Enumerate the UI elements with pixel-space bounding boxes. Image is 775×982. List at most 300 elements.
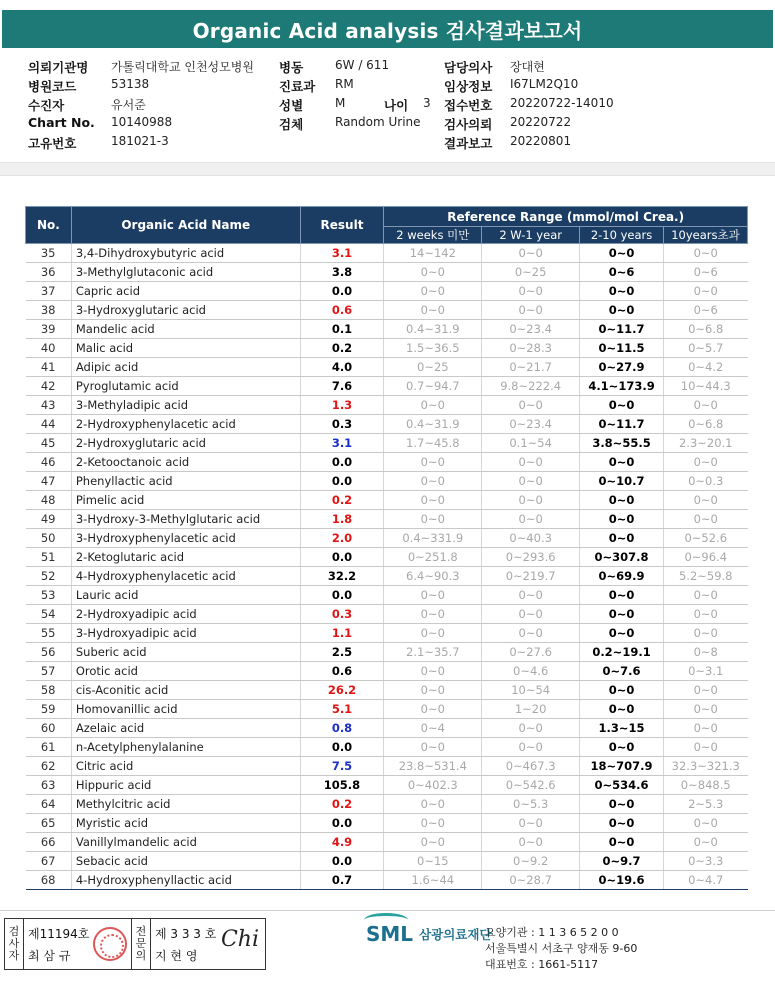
cell-result: 0.0 [300,586,384,605]
cell-range-10y-plus: 0~3.3 [663,852,747,871]
caption-char: 자 [8,949,20,962]
cell-range-2-10y: 0~0 [580,795,664,814]
table-row [26,548,748,567]
cell-acid-name: 2-Hydroxyphenylacetic acid [71,415,300,434]
cell-acid-name: 3,4-Dihydroxybutyric acid [71,244,300,263]
cell-result: 4.0 [300,358,384,377]
info-row [28,96,748,115]
cell-range-2w-1y: 0~27.6 [482,643,580,662]
cell-acid-name: Suberic acid [71,643,300,662]
cell-range-2w-1y: 0~25 [482,263,580,282]
cell-range-2weeks: 0~0 [384,662,482,681]
cell-no: 58 [26,681,72,700]
cell-range-10y-plus: 0~6.8 [663,320,747,339]
cell-range-2weeks: 0~15 [384,852,482,871]
cell-no: 48 [26,491,72,510]
cell-range-2-10y: 0~0 [580,510,664,529]
signature-box [4,918,266,970]
cell-result: 0.1 [300,320,384,339]
cell-range-2weeks: 0~0 [384,396,482,415]
cell-range-2-10y: 0~10.7 [580,472,664,491]
cell-range-2-10y: 0~0 [580,681,664,700]
cell-no: 46 [26,453,72,472]
cell-range-10y-plus: 0~3.1 [663,662,747,681]
cell-range-2weeks: 1.6~44 [384,871,482,890]
cell-acid-name: Methylcitric acid [71,795,300,814]
cell-range-2w-1y: 0~23.4 [482,320,580,339]
range-header: 2 weeks 미만 [384,227,482,244]
cell-range-2w-1y: 0~4.6 [482,662,580,681]
cell-range-2-10y: 0~0 [580,529,664,548]
cell-result: 0.6 [300,662,384,681]
table-row [26,567,748,586]
table-row [26,738,748,757]
logo-name: 삼광의료재단 [419,927,492,942]
contact-line: 서울특별시 서초구 양재동 9-60 [485,942,638,955]
cell-result: 0.0 [300,472,384,491]
cell-result: 3.1 [300,434,384,453]
table-row [26,624,748,643]
info-label: 접수번호 [444,98,493,113]
cell-range-2w-1y: 0~28.3 [482,339,580,358]
cell-range-2weeks: 0.4~331.9 [384,529,482,548]
examiner-cell [24,919,132,969]
cell-acid-name: n-Acetylphenylalanine [71,738,300,757]
cell-acid-name: Malic acid [71,339,300,358]
cell-range-2weeks: 0~251.8 [384,548,482,567]
cell-range-2-10y: 18~707.9 [580,757,664,776]
cell-acid-name: Azelaic acid [71,719,300,738]
cell-range-2weeks: 0~0 [384,301,482,320]
cell-range-2w-1y: 0~0 [482,586,580,605]
patient-info [28,58,748,153]
table-row [26,510,748,529]
range-header: 10years초과 [663,227,747,244]
range-header: 2-10 years [580,227,664,244]
cell-range-10y-plus: 0~0 [663,491,747,510]
caption-char: 전 [135,925,147,938]
cell-no: 64 [26,795,72,814]
cell-result: 0.6 [300,301,384,320]
cell-range-2-10y: 0~0 [580,396,664,415]
cell-range-2-10y: 0~27.9 [580,358,664,377]
cell-range-2w-1y: 0~542.6 [482,776,580,795]
cell-range-2-10y: 0~0 [580,624,664,643]
cell-range-2w-1y: 0~23.4 [482,415,580,434]
cell-range-2w-1y: 0~0 [482,719,580,738]
table-row [26,377,748,396]
cell-range-2weeks: 0~0 [384,491,482,510]
cell-result: 2.0 [300,529,384,548]
info-label: 담당의사 [444,60,493,75]
info-label: 수진자 [28,98,65,113]
cell-result: 4.9 [300,833,384,852]
table-row [26,339,748,358]
cell-range-2w-1y: 0~0 [482,510,580,529]
cell-no: 44 [26,415,72,434]
cell-no: 57 [26,662,72,681]
sml-logo [366,922,492,946]
cell-range-2weeks: 14~142 [384,244,482,263]
cell-acid-name: 4-Hydroxyphenylacetic acid [71,567,300,586]
cell-range-2weeks: 0~4 [384,719,482,738]
cell-result: 0.7 [300,871,384,890]
cell-acid-name: Vanillylmandelic acid [71,833,300,852]
cell-range-2-10y: 0~0 [580,700,664,719]
cell-no: 52 [26,567,72,586]
results-table [25,206,748,890]
caption-char: 문 [135,937,147,950]
cell-result: 3.8 [300,263,384,282]
cell-acid-name: Orotic acid [71,662,300,681]
cell-no: 63 [26,776,72,795]
cell-range-10y-plus: 0~6.8 [663,415,747,434]
info-label: 임상정보 [444,79,493,94]
contact-line: 대표번호 : 1661-5117 [485,958,599,971]
seal-stamp-icon [93,927,127,961]
cell-acid-name: 4-Hydroxyphenyllactic acid [71,871,300,890]
cell-range-2w-1y: 0~0 [482,244,580,263]
cell-range-2weeks: 0.4~31.9 [384,415,482,434]
cell-range-2-10y: 0~0 [580,453,664,472]
info-value: Random Urine [335,115,421,129]
cell-range-10y-plus: 0~0 [663,282,747,301]
caption-char: 사 [8,937,20,950]
cell-range-2w-1y: 9.8~222.4 [482,377,580,396]
info-value: 유서준 [111,98,146,112]
cell-range-10y-plus: 0~0 [663,833,747,852]
cell-range-2weeks: 0.4~31.9 [384,320,482,339]
cell-acid-name: 3-Methyladipic acid [71,396,300,415]
cell-range-2w-1y: 0~0 [482,605,580,624]
table-row [26,472,748,491]
cell-no: 62 [26,757,72,776]
cell-range-2w-1y: 0~293.6 [482,548,580,567]
cell-no: 60 [26,719,72,738]
cell-result: 1.1 [300,624,384,643]
cell-range-2weeks: 0~0 [384,833,482,852]
cell-result: 7.5 [300,757,384,776]
cell-range-2-10y: 0~0 [580,738,664,757]
cell-range-2w-1y: 1~20 [482,700,580,719]
cell-acid-name: Phenyllactic acid [71,472,300,491]
cell-range-10y-plus: 0~0 [663,586,747,605]
info-value: 10140988 [111,115,173,129]
cell-result: 0.3 [300,605,384,624]
cell-range-2w-1y: 0~219.7 [482,567,580,586]
cell-range-10y-plus: 0~0 [663,624,747,643]
cell-range-2weeks: 0~0 [384,453,482,472]
cell-acid-name: Capric acid [71,282,300,301]
cell-result: 7.6 [300,377,384,396]
cell-result: 0.0 [300,548,384,567]
specialist-caption [132,919,151,969]
cell-range-2weeks: 0~0 [384,605,482,624]
cell-range-2w-1y: 0~0 [482,814,580,833]
table-row [26,871,748,890]
cell-result: 0.2 [300,491,384,510]
age-value: 3 [423,96,431,110]
cell-no: 56 [26,643,72,662]
cell-range-2w-1y: 0~0 [482,738,580,757]
cell-range-10y-plus: 0~0 [663,244,747,263]
cell-range-2weeks: 0~0 [384,263,482,282]
table-row [26,244,748,263]
cell-no: 40 [26,339,72,358]
cell-range-2-10y: 1.3~15 [580,719,664,738]
cell-acid-name: 3-Hydroxyadipic acid [71,624,300,643]
cell-no: 35 [26,244,72,263]
info-row [28,134,748,153]
examiner-name: 최 삼 규 [28,948,71,963]
cell-no: 42 [26,377,72,396]
table-row [26,795,748,814]
examiner-caption [5,919,24,969]
cell-no: 61 [26,738,72,757]
cell-acid-name: cis-Aconitic acid [71,681,300,700]
cell-no: 66 [26,833,72,852]
table-row [26,852,748,871]
cell-no: 51 [26,548,72,567]
cell-result: 0.2 [300,795,384,814]
cell-range-2w-1y: 10~54 [482,681,580,700]
cell-range-2weeks: 23.8~531.4 [384,757,482,776]
cell-acid-name: 2-Hydroxyglutaric acid [71,434,300,453]
cell-acid-name: Sebacic acid [71,852,300,871]
cell-range-2-10y: 0~0 [580,301,664,320]
cell-range-10y-plus: 0~0 [663,738,747,757]
cell-no: 39 [26,320,72,339]
cell-range-10y-plus: 0~0 [663,700,747,719]
col-header-no: No. [26,207,72,244]
cell-range-2-10y: 3.8~55.5 [580,434,664,453]
cell-result: 0.0 [300,453,384,472]
cell-range-2weeks: 0.7~94.7 [384,377,482,396]
cell-range-2-10y: 0~19.6 [580,871,664,890]
contact-line: 요양기관 : 1 1 3 6 5 2 0 0 [485,926,619,939]
cell-result: 0.0 [300,814,384,833]
cell-acid-name: Myristic acid [71,814,300,833]
cell-range-2weeks: 0~0 [384,738,482,757]
cell-range-2-10y: 0~0 [580,244,664,263]
specialist-cell [151,919,265,969]
table-row [26,396,748,415]
cell-range-2w-1y: 0~0 [482,282,580,301]
info-label: Chart No. [28,115,95,130]
col-header-reference: Reference Range (mmol/mol Crea.) [384,207,748,227]
cell-range-2-10y: 4.1~173.9 [580,377,664,396]
cell-no: 67 [26,852,72,871]
cell-range-2-10y: 0~9.7 [580,852,664,871]
cell-range-10y-plus: 0~0.3 [663,472,747,491]
cell-acid-name: 3-Hydroxyphenylacetic acid [71,529,300,548]
table-row [26,700,748,719]
cell-range-10y-plus: 2.3~20.1 [663,434,747,453]
cell-range-2weeks: 0~0 [384,700,482,719]
cell-range-10y-plus: 0~96.4 [663,548,747,567]
cell-range-2-10y: 0~0 [580,833,664,852]
info-value: 가톨릭대학교 인천성모병원 [111,60,254,74]
cell-range-2-10y: 0~307.8 [580,548,664,567]
table-row [26,757,748,776]
table-row [26,415,748,434]
info-label: 진료과 [279,79,316,94]
cell-range-2weeks: 0~0 [384,586,482,605]
cell-range-2w-1y: 0.1~54 [482,434,580,453]
cell-range-2w-1y: 0~21.7 [482,358,580,377]
cell-no: 47 [26,472,72,491]
table-row [26,320,748,339]
footer-divider [0,910,775,911]
logo-arc-icon [364,913,408,927]
cell-range-10y-plus: 0~6 [663,301,747,320]
cell-no: 50 [26,529,72,548]
cell-no: 41 [26,358,72,377]
info-value: 20220722-14010 [510,96,614,110]
cell-acid-name: 2-Ketoglutaric acid [71,548,300,567]
report-title: Organic Acid analysis 검사결과보고서 [2,10,773,48]
info-label: 의뢰기관명 [28,60,89,75]
cell-range-10y-plus: 0~0 [663,510,747,529]
caption-char: 검 [8,925,20,938]
cell-no: 68 [26,871,72,890]
info-label: 검사의뢰 [444,117,493,132]
cell-result: 0.8 [300,719,384,738]
cell-range-10y-plus: 0~4.7 [663,871,747,890]
table-row [26,491,748,510]
cell-range-10y-plus: 0~8 [663,643,747,662]
cell-range-2-10y: 0~11.5 [580,339,664,358]
info-row [28,58,748,77]
cell-range-2weeks: 0~0 [384,795,482,814]
info-value: M [335,96,346,110]
cell-range-2w-1y: 0~0 [482,833,580,852]
cell-range-10y-plus: 2~5.3 [663,795,747,814]
cell-range-2-10y: 0~0 [580,282,664,301]
info-label: 병동 [279,60,304,75]
info-value: 181021-3 [111,134,169,148]
table-row [26,282,748,301]
info-value: RM [335,77,354,91]
cell-range-2-10y: 0~11.7 [580,320,664,339]
caption-char: 의 [135,949,147,962]
cell-no: 54 [26,605,72,624]
table-row [26,453,748,472]
cell-acid-name: Adipic acid [71,358,300,377]
cell-result: 2.5 [300,643,384,662]
cell-range-2-10y: 0~6 [580,263,664,282]
info-value: 6W / 611 [335,58,390,72]
cell-range-10y-plus: 0~0 [663,396,747,415]
info-label: 결과보고 [444,136,493,151]
table-row [26,358,748,377]
cell-range-2w-1y: 0~0 [482,453,580,472]
cell-no: 65 [26,814,72,833]
cell-range-10y-plus: 32.3~321.3 [663,757,747,776]
logo-mark-text: SML [366,922,414,946]
table-row [26,529,748,548]
table-row [26,814,748,833]
cell-no: 37 [26,282,72,301]
specialist-name: 지 현 영 [155,948,198,963]
table-row [26,643,748,662]
cell-range-10y-plus: 0~5.7 [663,339,747,358]
contact-info [485,925,637,973]
cell-acid-name: Pimelic acid [71,491,300,510]
info-value: I67LM2Q10 [510,77,579,91]
cell-range-2w-1y: 0~9.2 [482,852,580,871]
cell-no: 49 [26,510,72,529]
cell-range-2w-1y: 0~0 [482,472,580,491]
cell-range-2-10y: 0~534.6 [580,776,664,795]
info-value: 20220722 [510,115,572,129]
cell-acid-name: 2-Ketooctanoic acid [71,453,300,472]
cell-range-2weeks: 0~25 [384,358,482,377]
cell-no: 59 [26,700,72,719]
cell-acid-name: Mandelic acid [71,320,300,339]
info-value: 장대현 [510,60,545,74]
cell-range-2w-1y: 0~0 [482,624,580,643]
cell-range-2-10y: 0~11.7 [580,415,664,434]
cell-range-10y-plus: 10~44.3 [663,377,747,396]
info-label: 성별 [279,98,304,113]
cell-range-2-10y: 0~0 [580,491,664,510]
cell-range-2weeks: 0~0 [384,510,482,529]
cell-range-2-10y: 0~0 [580,586,664,605]
info-value: 53138 [111,77,150,91]
cell-range-2-10y: 0.2~19.1 [580,643,664,662]
cell-range-10y-plus: 0~848.5 [663,776,747,795]
specialist-license: 제 3 3 3 호 [155,926,217,941]
info-label: 고유번호 [28,136,77,151]
cell-acid-name: Lauric acid [71,586,300,605]
section-divider [0,162,775,176]
cell-acid-name: 3-Hydroxy-3-Methylglutaric acid [71,510,300,529]
cell-range-10y-plus: 0~4.2 [663,358,747,377]
cell-no: 38 [26,301,72,320]
table-row [26,263,748,282]
cell-range-10y-plus: 0~0 [663,453,747,472]
cell-range-10y-plus: 0~6 [663,263,747,282]
cell-range-2weeks: 0~0 [384,472,482,491]
cell-range-2weeks: 0~0 [384,624,482,643]
cell-result: 26.2 [300,681,384,700]
info-label: 병원코드 [28,79,77,94]
cell-range-10y-plus: 0~0 [663,681,747,700]
cell-acid-name: 3-Methylglutaconic acid [71,263,300,282]
cell-range-2w-1y: 0~5.3 [482,795,580,814]
cell-range-2weeks: 2.1~35.7 [384,643,482,662]
logo-mark [366,922,413,946]
cell-result: 0.3 [300,415,384,434]
cell-no: 45 [26,434,72,453]
table-row [26,605,748,624]
table-row [26,681,748,700]
info-label: 검체 [279,117,304,132]
cell-result: 0.0 [300,282,384,301]
cell-range-10y-plus: 0~0 [663,719,747,738]
cell-result: 5.1 [300,700,384,719]
cell-acid-name: 3-Hydroxyglutaric acid [71,301,300,320]
signature: Chi [220,927,259,952]
cell-range-2weeks: 1.5~36.5 [384,339,482,358]
cell-range-10y-plus: 0~52.6 [663,529,747,548]
cell-result: 0.2 [300,339,384,358]
cell-result: 3.1 [300,244,384,263]
cell-range-2weeks: 0~0 [384,814,482,833]
cell-result: 1.3 [300,396,384,415]
cell-range-2weeks: 1.7~45.8 [384,434,482,453]
